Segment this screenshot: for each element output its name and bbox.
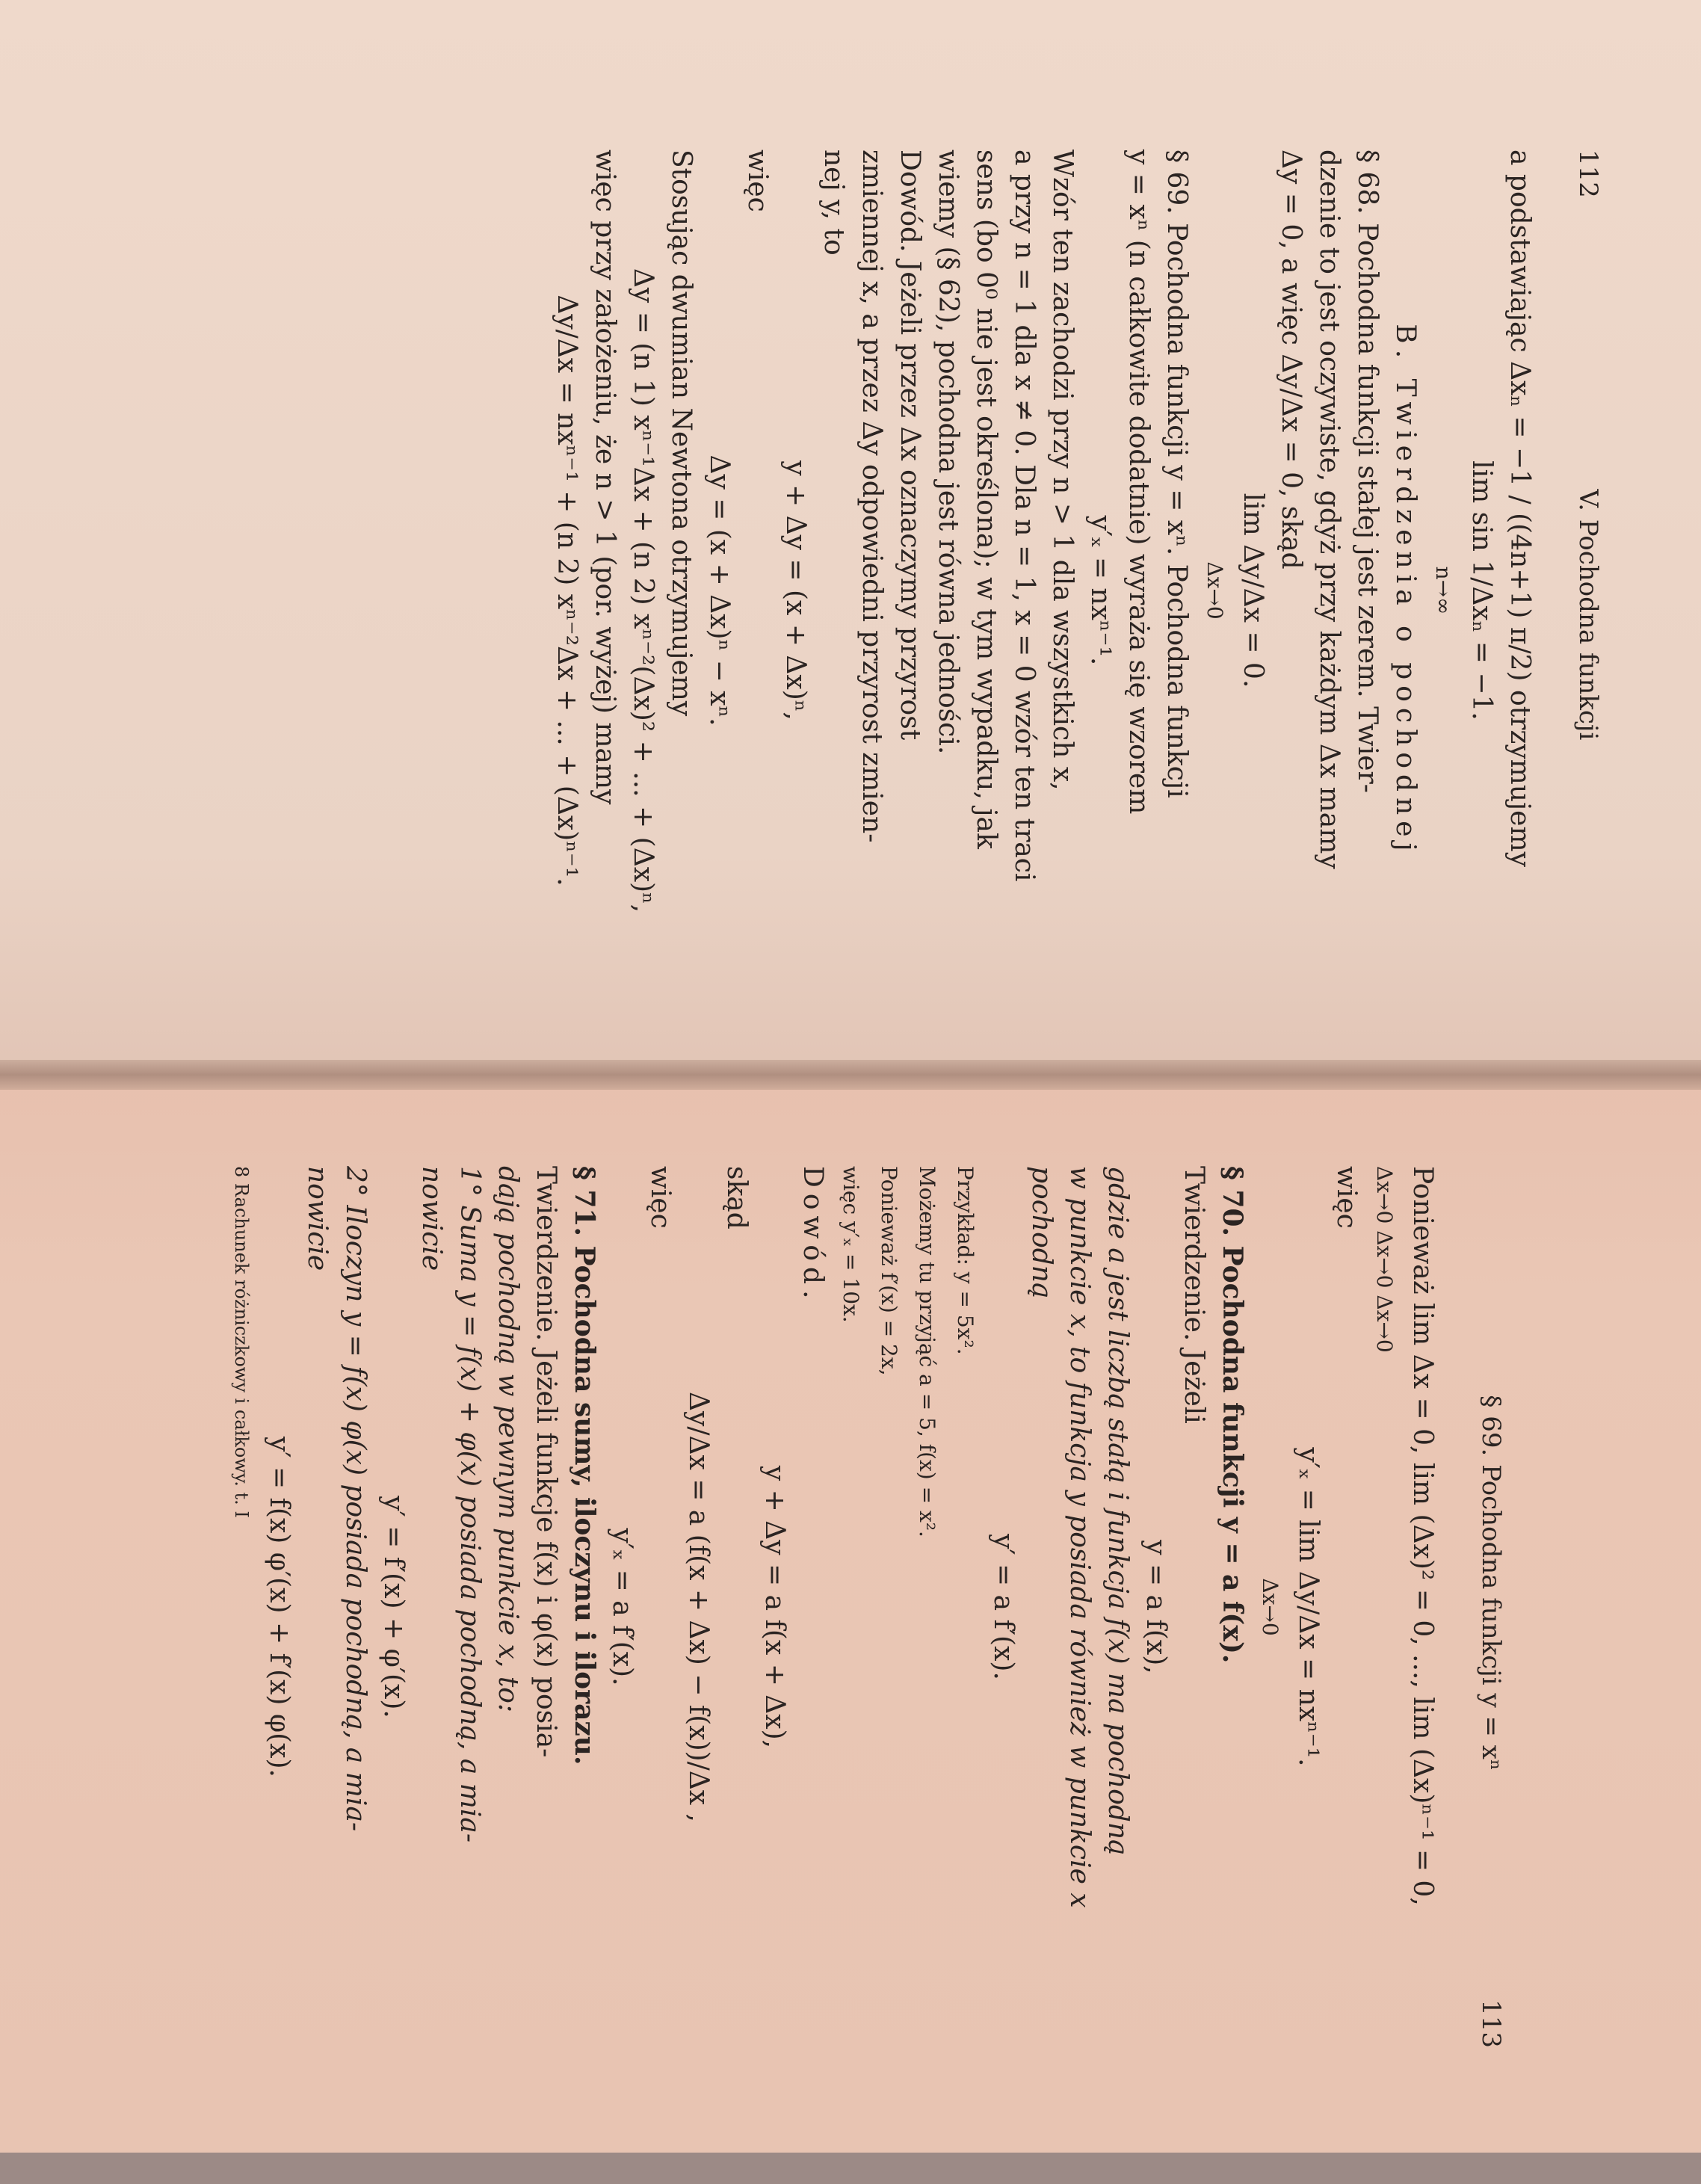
left-page-text (548, 149, 1607, 1031)
left-line: Δy/Δx = nxⁿ⁻¹ + (n 2) xⁿ⁻²Δx + ... + (Δx)ⁿ⁻¹. (552, 294, 582, 886)
left-line: zmiennej x, a przez Δy odpowiedni przyrost zmien- (856, 149, 887, 843)
left-line: Stosując dwumian Newtona otrzymujemy (666, 149, 697, 717)
right-line: więc y′ₓ = 10x. (839, 1166, 863, 1323)
left-line: Δy = 0, a więc Δy/Δx = 0, skąd (1276, 149, 1306, 570)
scanner-edge (0, 2153, 1701, 2184)
left-line: nej y, to (818, 149, 849, 256)
right-line: Twierdzenie. Jeżeli (1179, 1166, 1209, 1424)
left-page-header (1569, 149, 1607, 1031)
right-line: y′ = f(x) φ′(x) + f′(x) φ(x). (264, 1437, 294, 1777)
right-line: Ponieważ lim Δx = 0, lim (Δx)² = 0, ..., lim (Δx)ⁿ⁻¹ = 0, (1407, 1166, 1438, 1906)
right-line: dają pochodną w pewnym punkcie x, to: (493, 1166, 523, 1713)
page-number-113: 113 (1476, 1999, 1506, 2048)
right-line: y + Δy = a f(x + Δx), (759, 1465, 790, 1749)
left-line: więc (742, 149, 773, 212)
left-line: a przy n = 1 dla x ≠ 0. Dla n = 1, x = 0 wzór ten traci (1009, 149, 1040, 882)
left-line: § 68. Pochodna funkcji stałej jest zerem. Twier- (1352, 149, 1383, 793)
left-line: y = xⁿ (n całkowite dodatnie) wyraża się wzorem (1123, 149, 1154, 815)
right-line: y′ₓ = lim Δy/Δx = nxⁿ⁻¹. (1293, 1447, 1324, 1767)
running-head-right: § 69. Pochodna funkcji y = xⁿ (1476, 1395, 1506, 1771)
left-line: więc przy założeniu, że n > 1 (por. wyżej) mamy (590, 149, 620, 805)
section-heading: § 70. Pochodna funkcji y = a f(x). (1217, 1166, 1248, 1664)
right-line: Δy/Δx = a (f(x + Δx) − f(x))/Δx , (683, 1392, 714, 1822)
right-line: y′ = f′(x) + φ′(x). (378, 1496, 409, 1718)
left-line: wiemy (§ 62), pochodna jest równa jedności. (933, 149, 963, 755)
left-line: Δx→0 (1203, 561, 1227, 620)
right-line: Ponieważ f′(x) = 2x, (877, 1166, 901, 1376)
right-line: Możemy tu przyjąć a = 5, f(x) = x². (915, 1166, 939, 1537)
right-line: skąd (721, 1166, 752, 1230)
right-line: w punkcie x, to funkcja y posiada również w punkcie x (1064, 1166, 1095, 1908)
page-number-112: 112 (1573, 149, 1603, 198)
right-line: więc (1331, 1166, 1362, 1229)
right-line: 1° Suma y = f(x) + φ(x) posiada pochodną, a mia- (454, 1166, 485, 1843)
right-line: nowicie (302, 1166, 333, 1271)
running-head-left: V. Pochodna funkcji (1573, 489, 1603, 741)
left-line: Δy = (x + Δx)ⁿ − xⁿ. (704, 454, 735, 727)
right-line: y′ = a f′(x). (988, 1534, 1019, 1680)
left-line: lim sin 1/Δxₙ = −1. (1466, 460, 1497, 721)
book-gutter (0, 1060, 1701, 1090)
page-footer: 8 Rachunek różniczkowy i całkowy. t. I (231, 1166, 252, 1518)
right-line: Twierdzenie. Jeżeli funkcje f(x) i φ(x) posia- (531, 1166, 561, 1758)
left-line: n→∞ (1431, 566, 1456, 615)
section-heading: B. Twierdzenia o pochodnej (1390, 324, 1421, 857)
right-line: więc (645, 1166, 676, 1229)
left-line: Dowód. Jeżeli przez Δx oznaczymy przyrost (895, 149, 925, 741)
right-line: Dowód. (797, 1166, 828, 1305)
right-line: y′ₓ = a f′(x). (607, 1528, 638, 1686)
right-line: pochodną (1026, 1166, 1057, 1299)
left-line: dzenie to jest oczywiste, gdyż przy każdym Δx mamy (1314, 149, 1345, 869)
right-line: nowicie (416, 1166, 447, 1271)
left-line: § 69. Pochodna funkcji y = xⁿ. Pochodna funkcji (1161, 149, 1192, 798)
right-line: gdzie a jest liczbą stałą i funkcja f(x) ma pochodną (1102, 1166, 1133, 1856)
right-page-text (222, 1166, 1510, 2048)
left-line: y + Δy = (x + Δx)ⁿ, (780, 460, 811, 721)
right-line: Przykład: y = 5x². (953, 1166, 978, 1355)
right-line: 2° Iloczyn y = f(x) φ(x) posiada pochodną, a mia- (340, 1166, 371, 1832)
section-heading: § 71. Pochodna sumy, iloczynu i ilorazu. (569, 1166, 600, 1765)
left-line: Δy = (n 1) xⁿ⁻¹Δx + (n 2) xⁿ⁻²(Δx)² + ... + (Δx)ⁿ, (628, 268, 658, 913)
left-line: sens (bo 0⁰ nie jest określona); w tym wypadku, jak (971, 149, 1001, 849)
left-line: a podstawiając Δxₙ = −1 / ((4n+1) π/2) otrzymujemy (1504, 149, 1535, 867)
right-line: Δx→0 (1258, 1578, 1282, 1636)
left-line: lim Δy/Δx = 0. (1238, 493, 1268, 688)
right-line: y = a f(x), (1140, 1540, 1171, 1674)
right-page-header (1472, 1166, 1510, 2048)
left-line: Wzór ten zachodzi przy n > 1 dla wszystkich x, (1047, 149, 1078, 791)
right-line: Δx→0 Δx→0 Δx→0 (1372, 1166, 1397, 1353)
left-line: y′ₓ = nxⁿ⁻¹. (1085, 515, 1116, 666)
